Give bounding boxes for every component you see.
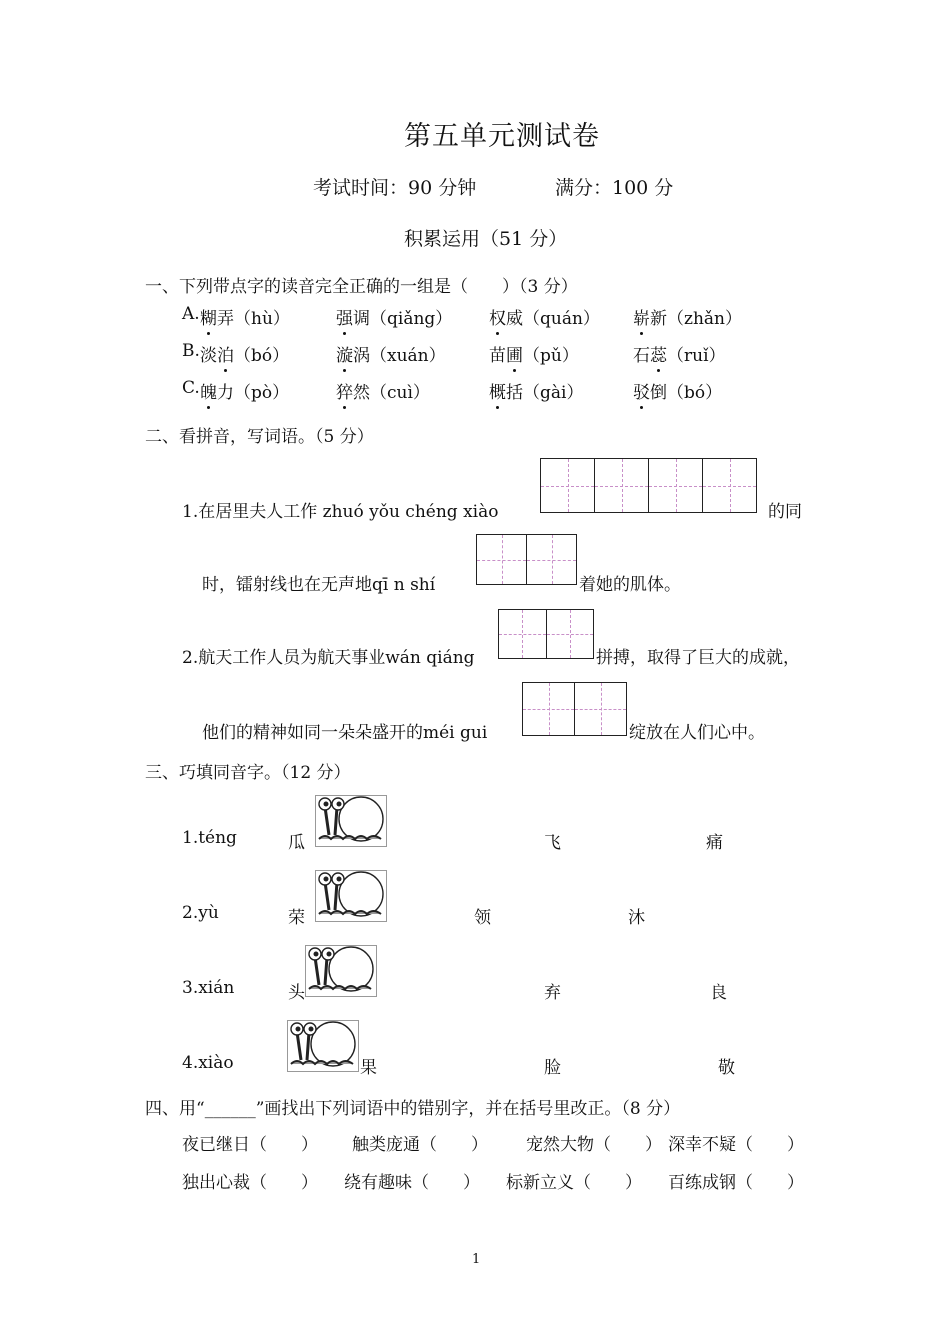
word-prefix: 淡 — [200, 346, 217, 366]
q1-word-item — [633, 304, 742, 329]
q3-word-character: 痛 — [706, 833, 723, 853]
full-score: 满分：100 分 — [555, 177, 674, 199]
exam-time: 考试时间：90 分钟 — [313, 177, 477, 199]
dotted-character: 漩 — [336, 346, 353, 366]
q1-word-item — [633, 341, 726, 366]
q2-line1-text: 1.在居里夫人工作 zhuó yǒu chéng xiào — [182, 502, 499, 522]
q4-word-with-blank[interactable]: 深幸不疑（ ） — [668, 1135, 804, 1155]
dotted-character: 糊 — [200, 309, 217, 329]
q2-prompt: 二、看拼音，写词语。（5 分） — [145, 427, 374, 447]
q1-option-label: B. — [182, 341, 200, 361]
q4-word-with-blank[interactable]: 触类庞通（ ） — [352, 1135, 488, 1155]
pinyin-answer-grid-4[interactable] — [522, 682, 627, 736]
q3-word-character: 领 — [474, 908, 491, 928]
q3-word-character: 脸 — [544, 1058, 561, 1078]
dotted-character: 魄 — [200, 383, 217, 403]
q4-word-with-blank[interactable]: 百练成钢（ ） — [668, 1173, 804, 1193]
q1-word-item — [336, 341, 446, 366]
dotted-character: 权 — [489, 309, 506, 329]
q3-word-character: 良 — [710, 983, 727, 1003]
q2-line1-tail: 的同 — [768, 502, 802, 522]
q2-line4-tail: 绽放在人们心中。 — [629, 723, 765, 743]
q2-line3-tail: 拼搏，取得了巨大的成就， — [596, 648, 800, 668]
q3-word-character: 敬 — [718, 1058, 735, 1078]
word-suffix-pinyin: 倒（bó） — [650, 383, 723, 403]
dotted-character: 泊 — [217, 346, 234, 366]
snail-answer-box-icon[interactable] — [287, 1020, 359, 1076]
section-title: 积累运用（51 分） — [404, 228, 568, 250]
word-suffix-pinyin: （ruǐ） — [667, 346, 726, 366]
q1-word-item — [336, 378, 430, 403]
dotted-character: 崭 — [633, 309, 650, 329]
word-prefix: 苗 — [489, 346, 506, 366]
word-suffix-pinyin: 弄（hù） — [217, 309, 290, 329]
q3-pinyin-label: 3.xián — [182, 978, 235, 998]
dotted-character: 强 — [336, 309, 353, 329]
pinyin-answer-grid-3[interactable] — [498, 609, 594, 659]
word-suffix-pinyin: 括（gài） — [506, 383, 584, 403]
q3-prompt: 三、巧填同音字。（12 分） — [145, 763, 351, 783]
snail-answer-box-icon[interactable] — [315, 870, 387, 926]
q2-line2-tail: 着她的肌体。 — [579, 575, 681, 595]
q3-pinyin-label: 1.téng — [182, 828, 237, 848]
dotted-character: 概 — [489, 383, 506, 403]
page-title: 第五单元测试卷 — [404, 121, 600, 152]
q2-line2-text: 时，镭射线也在无声地qī n shí — [202, 575, 436, 595]
q3-word-character: 沐 — [628, 908, 645, 928]
q1-word-item — [489, 304, 600, 329]
q3-word-character: 飞 — [544, 833, 561, 853]
word-suffix-pinyin: （pǔ） — [523, 346, 579, 366]
dotted-character: 猝 — [336, 383, 353, 403]
q1-word-item — [489, 341, 579, 366]
q3-word-character: 头 — [288, 983, 305, 1003]
pinyin-answer-grid-1[interactable] — [540, 458, 757, 513]
q3-pinyin-label: 4.xiào — [182, 1053, 234, 1073]
word-suffix-pinyin: （bó） — [234, 346, 290, 366]
q1-prompt: 一、下列带点字的读音完全正确的一组是（ ）（3 分） — [145, 277, 578, 297]
q1-option-label: A. — [182, 304, 200, 324]
q4-word-with-blank[interactable]: 绕有趣味（ ） — [344, 1173, 480, 1193]
q1-word-item — [489, 378, 583, 403]
snail-answer-box-icon[interactable] — [315, 795, 387, 851]
q3-pinyin-label: 2.yù — [182, 903, 219, 923]
word-prefix: 石 — [633, 346, 650, 366]
q1-word-item — [633, 378, 722, 403]
q4-word-with-blank[interactable]: 宠然大物（ ） — [526, 1135, 662, 1155]
q4-word-with-blank[interactable]: 夜已继日（ ） — [182, 1135, 318, 1155]
word-suffix-pinyin: 涡（xuán） — [353, 346, 446, 366]
pinyin-answer-grid-2[interactable] — [476, 534, 577, 585]
q1-option-label: C. — [182, 378, 200, 398]
dotted-character: 蕊 — [650, 346, 667, 366]
q3-word-character: 瓜 — [288, 833, 305, 853]
q4-word-with-blank[interactable]: 标新立义（ ） — [506, 1173, 642, 1193]
q1-word-item — [200, 378, 289, 403]
page-number: 1 — [472, 1252, 481, 1267]
word-suffix-pinyin: 然（cuì） — [353, 383, 430, 403]
q4-prompt: 四、用“______”画找出下列词语中的错别字，并在括号里改正。（8 分） — [145, 1099, 681, 1119]
q3-word-character: 荣 — [288, 908, 305, 928]
q4-word-with-blank[interactable]: 独出心裁（ ） — [182, 1173, 318, 1193]
dotted-character: 驳 — [633, 383, 650, 403]
q3-word-character: 弃 — [544, 983, 561, 1003]
q2-line4-text: 他们的精神如同一朵朵盛开的méi gui — [202, 723, 488, 743]
word-suffix-pinyin: 力（pò） — [217, 383, 290, 403]
dotted-character: 圃 — [506, 346, 523, 366]
q2-line3-text: 2.航天工作人员为航天事业wán qiáng — [182, 648, 475, 668]
q3-word-character: 果 — [360, 1058, 377, 1078]
word-suffix-pinyin: 调（qiǎng） — [353, 309, 453, 329]
q1-word-item — [200, 304, 290, 329]
q1-word-item — [200, 341, 289, 366]
q1-word-item — [336, 304, 452, 329]
snail-answer-box-icon[interactable] — [305, 945, 377, 1001]
word-suffix-pinyin: 新（zhǎn） — [650, 309, 742, 329]
word-suffix-pinyin: 威（quán） — [506, 309, 600, 329]
